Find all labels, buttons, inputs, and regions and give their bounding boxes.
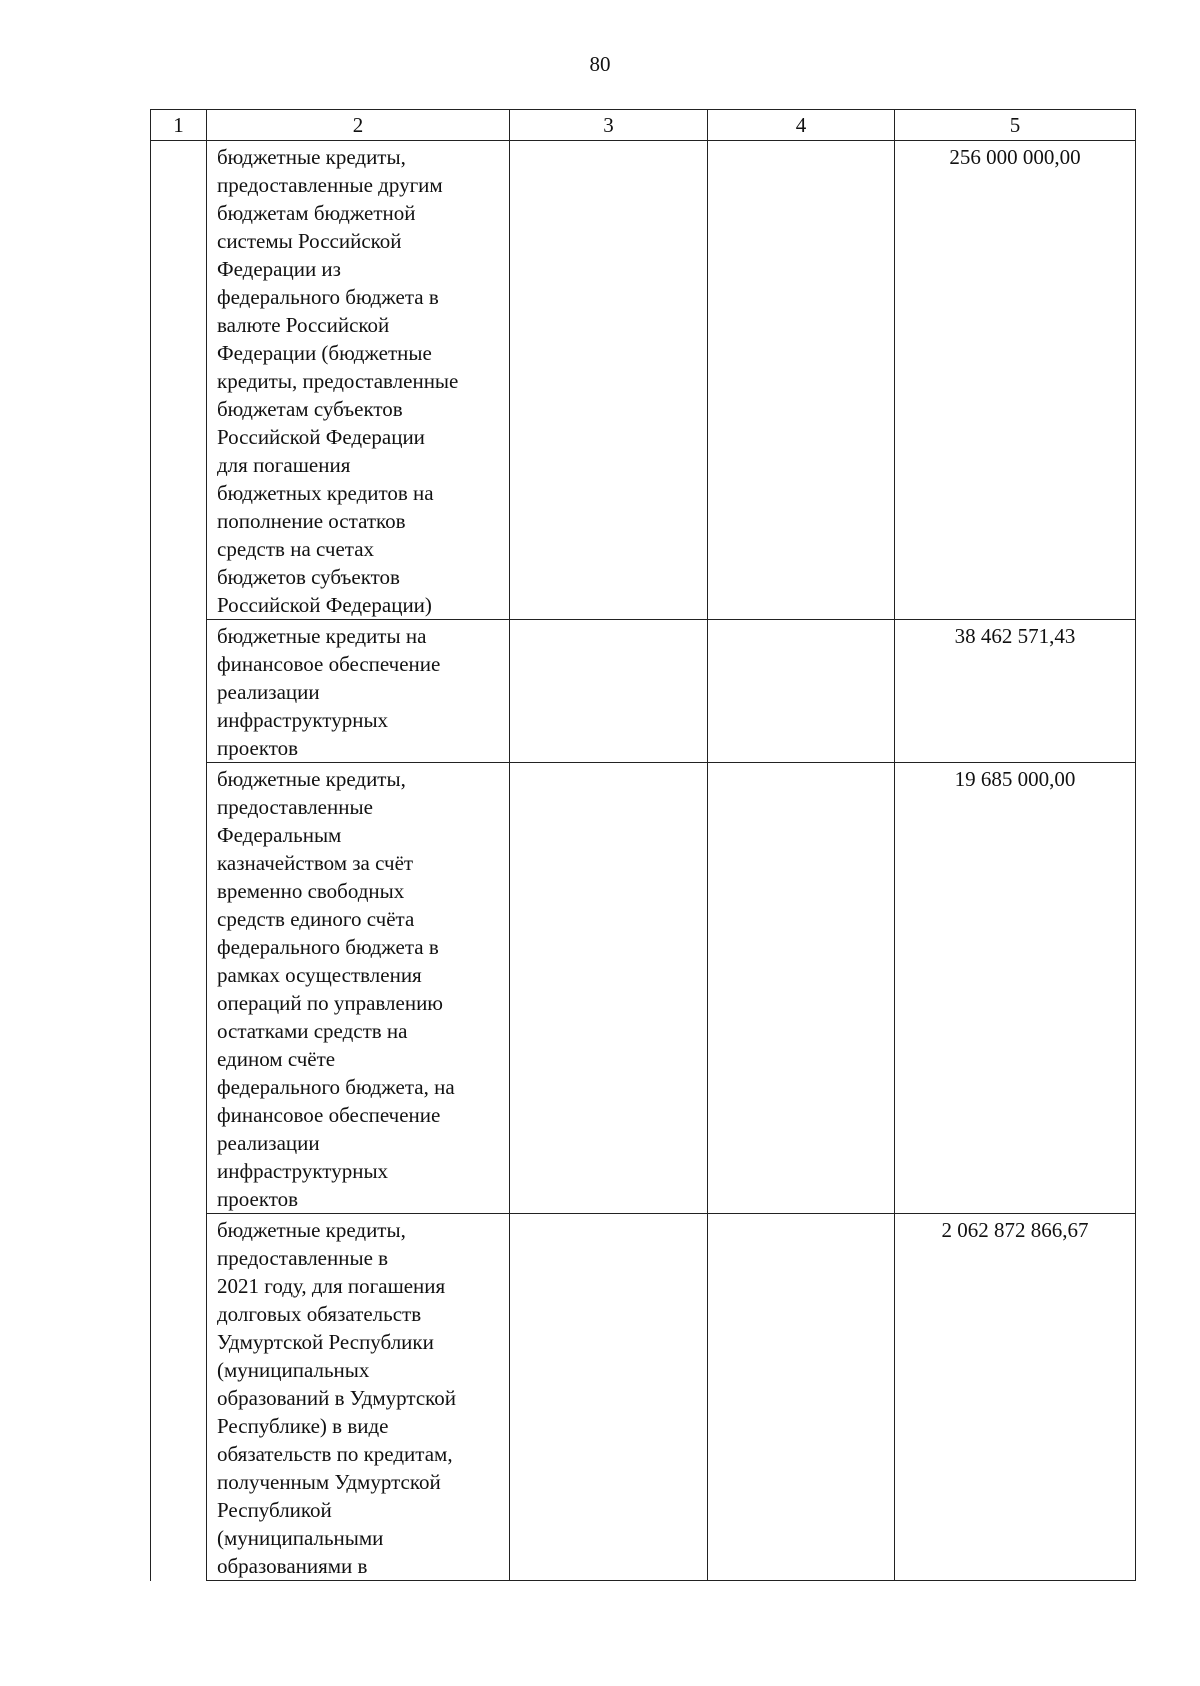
col3-cell — [510, 763, 708, 1214]
col4-cell — [708, 763, 895, 1214]
column-header-2: 2 — [207, 110, 510, 141]
budget-credits-table — [150, 109, 1136, 1581]
col3-cell — [510, 1214, 708, 1581]
description-text: бюджетные кредиты на финансовое обеспечение реализации инфраструктурных проектов — [217, 624, 441, 760]
table-row — [151, 141, 1136, 620]
description-text: бюджетные кредиты, предоставленные другим бюджетам бюджетной системы Российской Федерации из федерального бюджета в валюте Российской Федерации (бюджетные кредиты, предоставленные бюджетам субъектов Российской Федерации для погашения бюджетных кредитов на пополнение остатков средств на счетах бюджетов субъектов Российской Федерации) — [217, 145, 459, 617]
col4-cell — [708, 620, 895, 763]
column-header-5: 5 — [895, 110, 1136, 141]
description-cell — [207, 620, 510, 763]
column-header-1: 1 — [151, 110, 207, 141]
page-number: 80 — [589, 52, 611, 76]
description-text: бюджетные кредиты, предоставленные Федеральным казначейством за счёт временно свободных средств единого счёта федерального бюджета в рамках осуществления операций по управлению остатками средств на едином счёте федерального бюджета, на финансовое обеспечение реализации инфраструктурных проектов — [217, 767, 455, 1211]
amount-cell: 256 000 000,00 — [895, 141, 1136, 620]
col4-cell — [708, 1214, 895, 1581]
table-row — [151, 620, 1136, 763]
description-cell — [207, 1214, 510, 1581]
col3-cell — [510, 141, 708, 620]
row-group-number-cell — [151, 141, 207, 1581]
column-header-3: 3 — [510, 110, 708, 141]
table-row — [151, 1214, 1136, 1581]
table-header-row — [151, 110, 1136, 141]
table-row — [151, 763, 1136, 1214]
col3-cell — [510, 620, 708, 763]
description-text: бюджетные кредиты, предоставленные в 2021 году, для погашения долговых обязательств Удмуртской Республики (муниципальных образований в Удмуртской Республике) в виде обязательств по кредитам, полученным Удмуртской Республикой (муниципальными образованиями в — [217, 1218, 457, 1578]
amount-cell: 2 062 872 866,67 — [895, 1214, 1136, 1581]
col4-cell — [708, 141, 895, 620]
amount-cell: 19 685 000,00 — [895, 763, 1136, 1214]
column-header-4: 4 — [708, 110, 895, 141]
amount-cell: 38 462 571,43 — [895, 620, 1136, 763]
description-cell — [207, 763, 510, 1214]
description-cell — [207, 141, 510, 620]
